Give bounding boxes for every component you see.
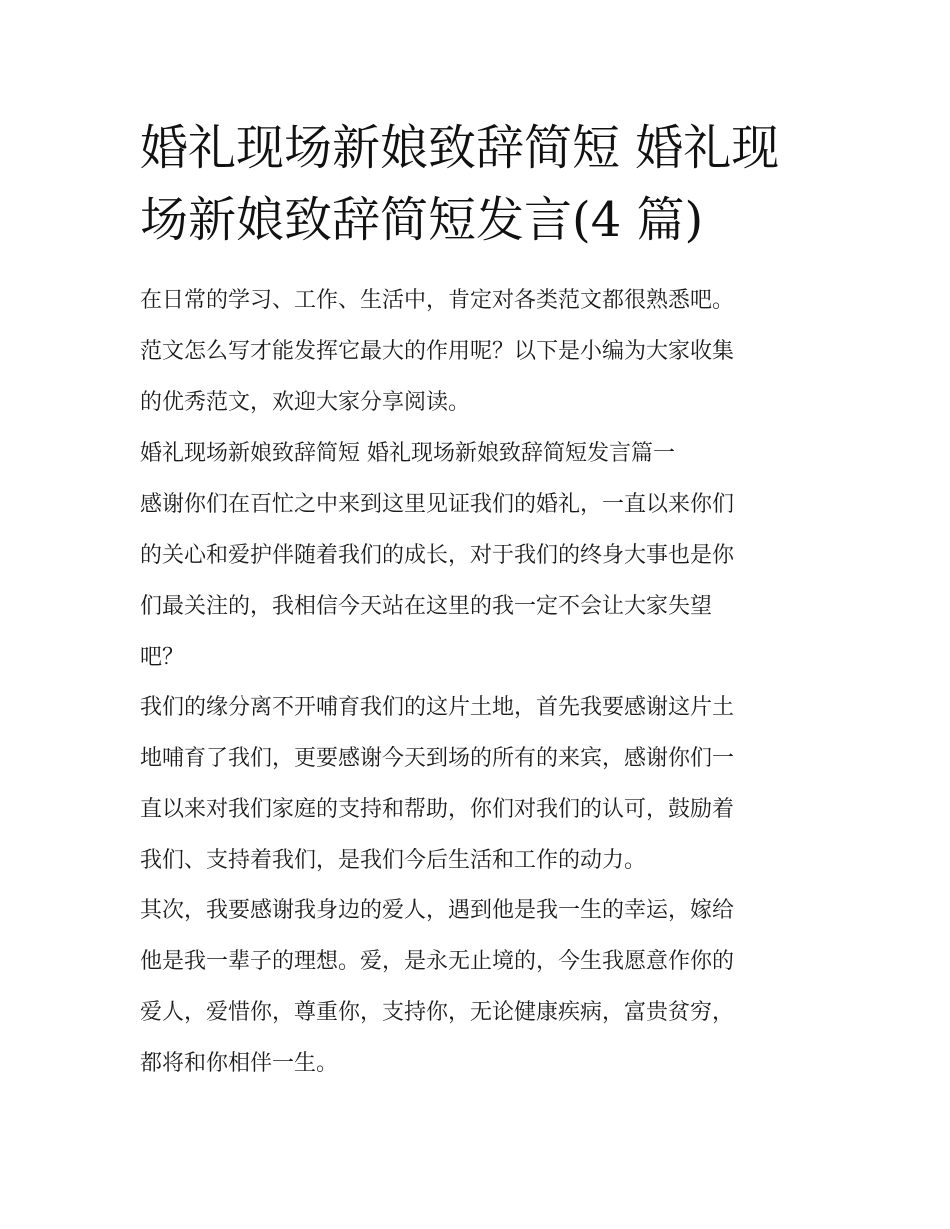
text-line: 在日常的学习、工作、生活中，肯定对各类范文都很熟悉吧。 <box>140 288 735 313</box>
text-line: 我们的缘分离不开哺育我们的这片土地，首先我要感谢这片土 <box>140 695 735 720</box>
body-paragraph <box>140 682 820 886</box>
text-line: 感谢你们在百忙之中来到这里见证我们的婚礼，一直以来你们 <box>140 492 735 517</box>
text-line: 范文怎么写才能发挥它最大的作用呢？以下是小编为大家收集 <box>140 339 735 364</box>
body-paragraph <box>140 885 820 1089</box>
body-paragraph <box>140 479 820 683</box>
document-title <box>140 112 820 256</box>
title-line: 场新娘致辞简短发言(4 篇) <box>140 192 704 248</box>
intro-paragraph <box>140 275 820 428</box>
text-line: 直以来对我们家庭的支持和帮助，你们对我们的认可，鼓励着 <box>140 797 735 822</box>
section-heading <box>140 428 820 479</box>
text-line: 地哺育了我们，更要感谢今天到场的所有的来宾，感谢你们一 <box>140 746 735 771</box>
text-line: 我们、支持着我们，是我们今后生活和工作的动力。 <box>140 848 647 873</box>
text-line: 吧？ <box>140 645 185 670</box>
text-line: 他是我一辈子的理想。爱，是永无止境的，今生我愿意作你的 <box>140 949 735 974</box>
text-line: 的优秀范文，欢迎大家分享阅读。 <box>140 390 471 415</box>
text-line: 都将和你相伴一生。 <box>140 1051 339 1076</box>
title-line: 婚礼现场新娘致辞简短 婚礼现 <box>140 120 780 176</box>
text-line: 的关心和爱护伴随着我们的成长，对于我们的终身大事也是你 <box>140 543 735 568</box>
text-line: 爱人，爱惜你，尊重你，支持你，无论健康疾病，富贵贫穷， <box>140 1000 735 1025</box>
text-line: 们最关注的，我相信今天站在这里的我一定不会让大家失望 <box>140 594 713 619</box>
text-line: 其次，我要感谢我身边的爱人，遇到他是我一生的幸运，嫁给 <box>140 898 735 923</box>
text-line: 婚礼现场新娘致辞简短 婚礼现场新娘致辞简短发言篇一 <box>140 441 675 466</box>
